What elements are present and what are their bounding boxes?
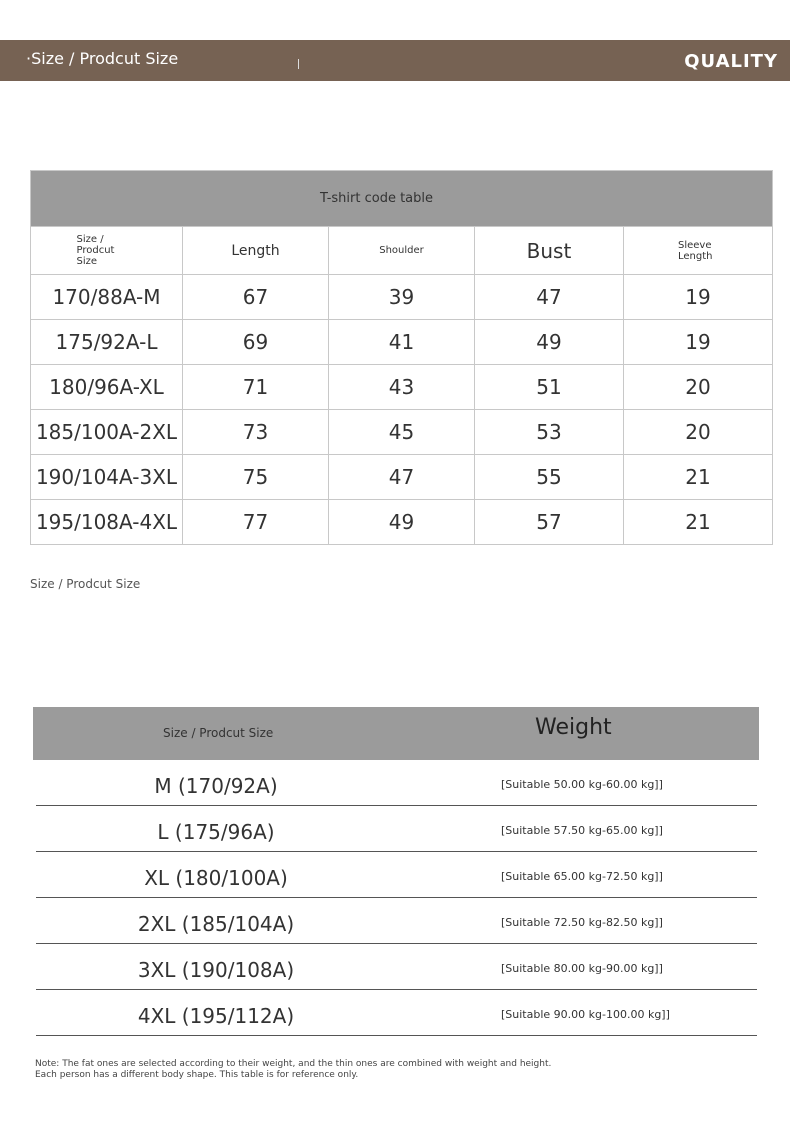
row-bust: 55 <box>536 465 562 489</box>
banner-quality-label: QUALITY <box>684 51 778 72</box>
weight-row-size: M (170/92A) <box>154 774 278 798</box>
row-sleeve: 21 <box>685 465 711 489</box>
footnote-line-2: Each person has a different body shape. This table is for reference only. <box>35 1070 359 1080</box>
row-length: 77 <box>242 510 269 534</box>
table-row <box>36 990 757 1036</box>
weight-header-weight: Weight <box>535 715 612 740</box>
header-bust: Bust <box>526 238 572 263</box>
row-length: 75 <box>242 465 269 489</box>
top-banner <box>0 40 790 81</box>
row-shoulder: 47 <box>388 465 415 489</box>
table-row <box>36 852 757 898</box>
table-row <box>36 944 757 990</box>
header-sleeve-length: Sleeve Length <box>678 239 713 262</box>
tshirt-table-title: T-shirt code table <box>31 171 772 226</box>
weight-row-size: 4XL (195/112A) <box>137 1004 295 1028</box>
row-sleeve: 21 <box>685 510 711 534</box>
table-row <box>31 364 772 409</box>
weight-row-range: [Suitable 72.50 kg-82.50 kg]] <box>501 916 663 929</box>
row-shoulder: 43 <box>388 375 415 399</box>
weight-row-range: [Suitable 90.00 kg-100.00 kg]] <box>501 1008 670 1021</box>
weight-table-header <box>33 707 759 760</box>
row-sleeve: 19 <box>685 285 711 309</box>
section-caption: Size / Prodcut Size <box>30 577 141 591</box>
banner-size-label: ·Size / Prodcut Size <box>26 49 179 68</box>
table-row <box>36 806 757 852</box>
weight-header-size: Size / Prodcut Size <box>163 726 274 740</box>
banner-divider <box>298 59 299 69</box>
table-row <box>31 274 772 319</box>
weight-row-range: [Suitable 65.00 kg-72.50 kg]] <box>501 870 663 883</box>
table-row <box>31 319 772 364</box>
weight-table <box>36 760 757 1036</box>
row-sleeve: 19 <box>685 330 711 354</box>
weight-row-size: 2XL (185/104A) <box>137 912 295 936</box>
row-bust: 51 <box>536 375 562 399</box>
row-size: 175/92A-L <box>55 330 158 354</box>
header-length: Length <box>231 242 280 259</box>
table-row <box>31 409 772 454</box>
row-shoulder: 45 <box>388 420 415 444</box>
row-bust: 57 <box>536 510 562 534</box>
table-row <box>31 454 772 499</box>
row-sleeve: 20 <box>685 420 711 444</box>
row-length: 73 <box>242 420 269 444</box>
row-size: 185/100A-2XL <box>35 420 178 444</box>
weight-row-range: [Suitable 80.00 kg-90.00 kg]] <box>501 962 663 975</box>
row-size: 170/88A-M <box>52 285 161 309</box>
table-row <box>36 898 757 944</box>
row-shoulder: 41 <box>388 330 415 354</box>
weight-row-range: [Suitable 57.50 kg-65.00 kg]] <box>501 824 663 837</box>
table-row <box>36 760 757 806</box>
tshirt-table-header-row <box>31 226 772 274</box>
header-size: Size / Prodcut Size <box>76 234 115 267</box>
footnote-line-1: Note: The fat ones are selected according to their weight, and the thin ones are combined with weight and height. <box>35 1059 552 1069</box>
tshirt-size-table <box>30 170 773 545</box>
row-length: 71 <box>242 375 269 399</box>
row-length: 67 <box>242 285 269 309</box>
row-bust: 49 <box>536 330 562 354</box>
row-size: 190/104A-3XL <box>35 465 178 489</box>
table-row <box>31 499 772 544</box>
row-bust: 53 <box>536 420 562 444</box>
weight-row-size: XL (180/100A) <box>144 866 288 890</box>
row-size: 180/96A-XL <box>49 375 164 399</box>
footnote <box>35 1059 551 1081</box>
header-shoulder: Shoulder <box>379 245 424 256</box>
weight-row-size: L (175/96A) <box>157 820 275 844</box>
row-shoulder: 39 <box>388 285 415 309</box>
row-bust: 47 <box>536 285 562 309</box>
row-size: 195/108A-4XL <box>35 510 178 534</box>
row-sleeve: 20 <box>685 375 711 399</box>
weight-row-range: [Suitable 50.00 kg-60.00 kg]] <box>501 778 663 791</box>
weight-row-size: 3XL (190/108A) <box>137 958 295 982</box>
row-length: 69 <box>242 330 269 354</box>
row-shoulder: 49 <box>388 510 415 534</box>
